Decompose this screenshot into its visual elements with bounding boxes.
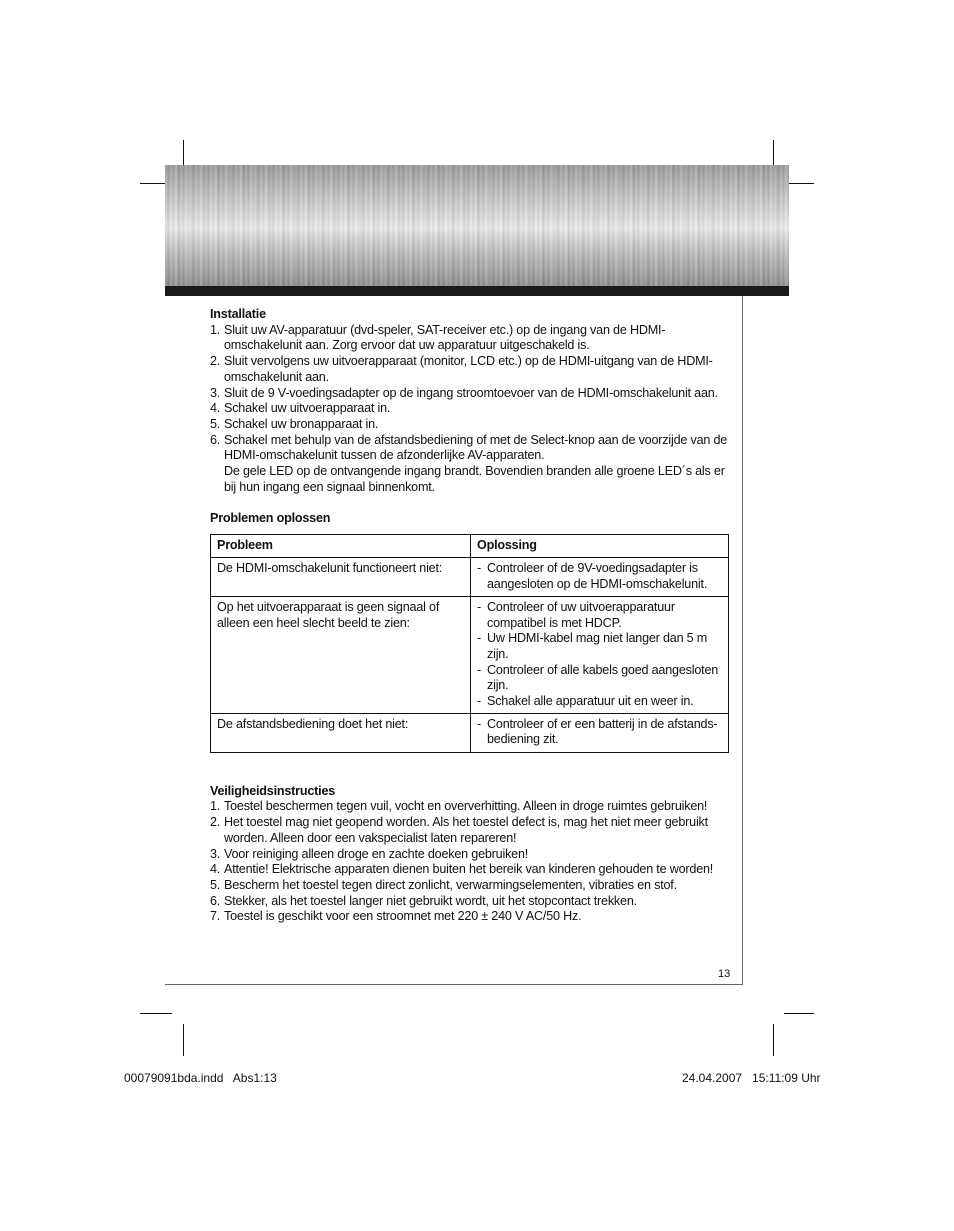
installation-section <box>210 307 735 495</box>
table-header-row <box>211 535 729 558</box>
problem-cell: De afstandsbediening doet het niet: <box>211 713 471 752</box>
installation-steps <box>210 323 735 496</box>
solution-cell <box>471 713 729 752</box>
solution-item: - Controleer of uw uitvoerapparatuur compatibel is met HDCP. <box>477 600 722 631</box>
solution-item: - Uw HDMI-kabel mag niet langer dan 5 m zijn. <box>477 631 722 662</box>
troubleshooting-section <box>210 511 735 752</box>
column-header-problem: Probleem <box>211 535 471 558</box>
safety-list <box>210 799 735 925</box>
crop-mark <box>773 1024 774 1056</box>
solution-item: - Controleer of er een batterij in de afstands-bediening zit. <box>477 717 722 748</box>
crop-mark <box>784 1013 814 1014</box>
safety-section <box>210 784 735 925</box>
list-item: 1. Toestel beschermen tegen vuil, vocht en oververhitting. Alleen in droge ruimtes gebruiken! <box>210 799 708 814</box>
list-item: 6. Schakel met behulp van de afstandsbediening of met de Select-knop aan de voorzijde van de HDMI-omschakelunit tussen de afzonderlijke AV-apparaten. De gele LED op de ontvangende ingang brandt. Bovendien branden alle groene LED´s als er bij hun ingang een signaal binnenkomt. <box>210 432 728 494</box>
solution-item: - Controleer of alle kabels goed aangesloten zijn. <box>477 663 722 694</box>
troubleshooting-table <box>210 534 729 753</box>
footer-file-slug: 00079091bda.indd Abs1:13 <box>124 1071 277 1085</box>
list-item: 3. Voor reiniging alleen droge en zachte doeken gebruiken! <box>210 846 529 861</box>
crop-mark <box>140 1013 172 1014</box>
margin-rule <box>742 296 743 984</box>
footer-rule <box>165 984 743 985</box>
solution-cell <box>471 557 729 596</box>
list-item: 4. Schakel uw uitvoerapparaat in. <box>210 401 391 416</box>
list-item: 5. Bescherm het toestel tegen direct zonlicht, verwarmingselementen, vibraties en stof. <box>210 877 677 892</box>
led-note: De gele LED op de ontvangende ingang brandt. Bovendien branden alle groene LED´s als er bij hun ingang een signaal binnenkomt. <box>224 464 725 494</box>
troubleshooting-heading: Problemen oplossen <box>210 511 331 526</box>
installation-heading: Installatie <box>210 307 266 321</box>
list-item: 2. Het toestel mag niet geopend worden. Als het toestel defect is, mag het niet meer gebruikt worden. Alleen door een vakspecialist laten repareren! <box>210 815 708 845</box>
table-row <box>211 596 729 713</box>
solution-cell <box>471 596 729 713</box>
list-item: 5. Schakel uw bronapparaat in. <box>210 416 379 431</box>
column-header-solution: Oplossing <box>471 535 729 558</box>
list-item: 1. Sluit uw AV-apparatuur (dvd-speler, SAT-receiver etc.) op de ingang van de HDMI-omschakelunit aan. Zorg ervoor dat uw apparatuur uitgeschakeld is. <box>210 322 666 353</box>
page-content <box>210 307 735 925</box>
footer-datetime-slug: 24.04.2007 15:11:09 Uhr <box>682 1071 821 1085</box>
banner-bar <box>165 286 789 296</box>
list-item: 4. Attentie! Elektrische apparaten dienen buiten het bereik van kinderen gehouden te worden! <box>210 862 714 877</box>
list-item: 3. Sluit de 9 V-voedingsadapter op de ingang stroomtoevoer van de HDMI-omschakelunit aan. <box>210 385 718 400</box>
solution-item: - Schakel alle apparatuur uit en weer in. <box>477 694 722 710</box>
page-number: 13 <box>718 968 731 980</box>
list-item: 2. Sluit vervolgens uw uitvoerapparaat (monitor, LCD etc.) op de HDMI-uitgang van de HDMI-omschakelunit aan. <box>210 354 713 384</box>
table-row <box>211 713 729 752</box>
list-item: 7. Toestel is geschikt voor een stroomnet met 220 ± 240 V AC/50 Hz. <box>210 909 582 924</box>
solution-item: - Controleer of de 9V-voedingsadapter is aangesloten op de HDMI-omschakelunit. <box>477 561 722 592</box>
problem-cell: De HDMI-omschakelunit functioneert niet: <box>211 557 471 596</box>
problem-cell: Op het uitvoerapparaat is geen signaal of alleen een heel slecht beeld te zien: <box>211 596 471 713</box>
crop-mark <box>183 1024 184 1056</box>
table-row <box>211 557 729 596</box>
safety-heading: Veiligheidsinstructies <box>210 783 336 798</box>
brushed-metal-banner <box>165 165 789 286</box>
list-item: 6. Stekker, als het toestel langer niet gebruikt wordt, uit het stopcontact trekken. <box>210 893 637 908</box>
